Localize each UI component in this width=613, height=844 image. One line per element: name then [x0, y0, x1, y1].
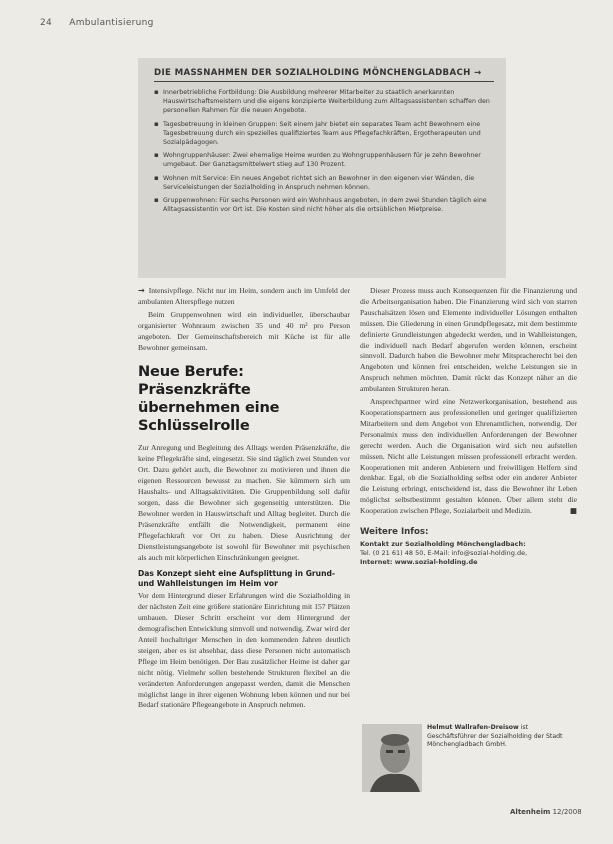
internet-line: Internet: www.sozial-holding.de: [360, 557, 478, 566]
contact-label: Kontakt zur Sozialholding Mönchengladbach:: [360, 539, 526, 548]
measures-infobox: [138, 58, 506, 278]
section-title: Ambulantisierung: [69, 18, 154, 28]
headline-line-1: Neue Berufe: Präsenzkräfte: [138, 363, 251, 399]
infobox-title: DIE MASSNAHMEN DER SOZIALHOLDING MÖNCHENGLADBACH →: [154, 68, 494, 82]
article-headline: [138, 363, 350, 435]
body-paragraph: [360, 397, 577, 517]
list-item: ▪ Wohngruppenhäuser: Zwei ehemalige Heime wurden zu Wohngruppenhäusern für je zehn Bewohner umgebaut. Der Ganztagsmittelwert stieg auf 130 Prozent.: [154, 151, 496, 169]
body-text: Ansprechpartner wird eine Netzwerkorganisation, bestehend aus Kooperationspartnern aus professionellen und geringer qualifizierten Mitarbeitern und dem Angebot von Ehrenamtlichen, notwendig. Der Personalmix muss den individuellen Anforderungen der Bewohner gerecht werden. Auch die Organisation wird sich neu aufstellen müssen. Nicht alle Leistungen müssen professionell erbracht werden. Kooperationen mit anderen Anbietern und freiwilligen Helfern sind denkbar. Egal, ob die Sozialholding selbst oder ein anderer Anbieter die Leistung erbringt, entscheidend ist, dass die Bewohner ihr Leben möglichst selbstbestimmt gestalten können. Über allem steht die Kooperation zwischen Pflege, Sozialarbeit und Medizin.: [360, 397, 577, 516]
photo-caption: [427, 724, 577, 750]
author-photo: [362, 724, 422, 792]
subheading: Das Konzept sieht eine Aufsplittung in Grund- und Wahlleistungen im Heim vor: [138, 569, 336, 589]
intro-text: Intensivpflege. Nicht nur im Heim, sondern auch im Umfeld der ambulanten Alterspflege nutzen: [138, 286, 350, 306]
author-name: Helmut Wallrafen-Dreisow: [427, 724, 519, 731]
magazine-name: Altenheim: [510, 808, 551, 816]
body-paragraph: Dieser Prozess muss auch Konsequenzen für die Finanzierung und die Arbeitsorganisation haben. Die Finanzierung wird sich von starren Pauschalsätzen lösen und Elemente individueller Lösungen enthalten müssen. Die Gliederung in einen Grundpflegesatz, mit dem bestimmte definierte Grundleistungen abgedeckt werden, und in Wahlleistungen, die individuell nach Bedarf abgerufen werden können, erscheint sinnvoll. Dadurch haben die Bewohner mehr Mitspracherecht bei den Angeboten und können frei entscheiden, welche Leistungen sie in Anspruch nehmen möchten. Damit rückt das Konzept näher an die ambulanten Strukturen heran.: [360, 286, 577, 394]
list-item: ▪ Wohnen mit Service: Ein neues Angebot richtet sich an Bewohner in den eigenen vier Wänden, die Serviceleistungen der Sozialholding in Anspruch nehmen können.: [154, 174, 496, 192]
body-paragraph: Vor dem Hintergrund dieser Erfahrungen wird die Sozialholding in der nächsten Zeit eine größere stationäre Einrichtung mit 157 Plätzen umbauen. Dieser Schritt erscheint vor dem Hintergrund der demografischen Entwicklung sinnvoll und notwendig. Zwar wird der Anteil hochaltriger Menschen in den kommenden Jahren deutlich steigen, aber es ist absehbar, dass diese Personen nicht automatisch Pflege im Heim benötigen. Der Bau zusätzlicher Heime ist daher gar nicht nötig. Vielmehr sollen bestehende Strukturen flexibel an die veränderten Anforderungen angepasst werden, damit die Menschen möglichst lange in ihrer eigenen Wohnung leben können und nur bei Bedarf stationäre Pflegeangebote in Anspruch nehmen.: [138, 591, 350, 710]
right-column: [360, 286, 577, 567]
headline-line-2: übernehmen eine Schlüsselrolle: [138, 399, 280, 435]
arrow-icon: →: [138, 286, 145, 295]
measures-list: [154, 88, 496, 218]
author-portrait-icon: [362, 724, 422, 792]
list-item: ▪ Gruppenwohnen: Für sechs Personen wird ein Wohnhaus angeboten, in dem zwei Stunden täglich eine Alltagsassistentin vor Ort ist. Die Kosten sind nicht höher als die ortsüblichen Mietpreise.: [154, 196, 496, 214]
page-header: [40, 18, 154, 28]
page-number: 24: [40, 18, 53, 28]
contact-line: Tel. (0 21 61) 48 50, E-Mail: info@sozial-holding.de,: [360, 548, 528, 557]
page-footer: [510, 808, 582, 816]
author-description: ist Geschäftsführer der Sozialholding der Stadt Mönchengladbach GmbH.: [427, 724, 563, 749]
list-item: ▪ Tagesbetreuung in kleinen Gruppen: Seit einem Jahr bietet ein separates Team acht Bewohnern eine Tagesbetreuung durch ein spezielles qualifiziertes Team aus Pflegefachkräften, Ergotherapeuten und Sozialpädagogen.: [154, 120, 496, 148]
list-item: ▪ Innerbetriebliche Fortbildung: Die Ausbildung mehrerer Mitarbeiter zu staatlich anerkannten Hauswirtschaftsmeistern und die eigens konzipierte Weiterbildung zum Alltagsassistenten schaffen den personellen Rahmen für die neuen Angebote.: [154, 88, 496, 116]
issue-number: 12/2008: [552, 808, 582, 816]
info-title: Weitere Infos:: [360, 527, 429, 538]
end-mark-icon: ■: [569, 506, 577, 516]
body-paragraph: Zur Anregung und Begleitung des Alltags werden Präsenzkräfte, die keine Pflegekräfte sind, eingesetzt. Sie sind täglich zwei Stunden vor Ort. Dazu gehört auch, die Bewohner zu motivieren und ihnen die eigenen Ressourcen bewusst zu machen. Sie kümmern sich um Haushalts- und Alltagsaktivitäten. Die Gruppenbildung soll dafür sorgen, dass die Bewohner sich gegenseitig unterstützen. Die Bewohner werden in Hauswirtschaft und Alltag begleitet. Durch die Präsenzkräfte entfällt die Notwendigkeit, permanent eine Pflegefachkraft vor Ort zu haben. Diese Ausrichtung der Dienstleistungsangebote ist sowohl für Bewohner mit psychischen als auch mit körperlichen Einschränkungen geeignet.: [138, 443, 350, 562]
body-paragraph: Beim Gruppenwohnen wird ein individueller, überschaubar organisierter Wohnraum zwischen 35 und 40 m² pro Person angeboten. Der Gemeinschaftsbereich mit Küche ist für alle Bewohner gemeinsam.: [138, 309, 350, 352]
intro-paragraph: [138, 286, 350, 308]
left-column: [138, 286, 350, 713]
